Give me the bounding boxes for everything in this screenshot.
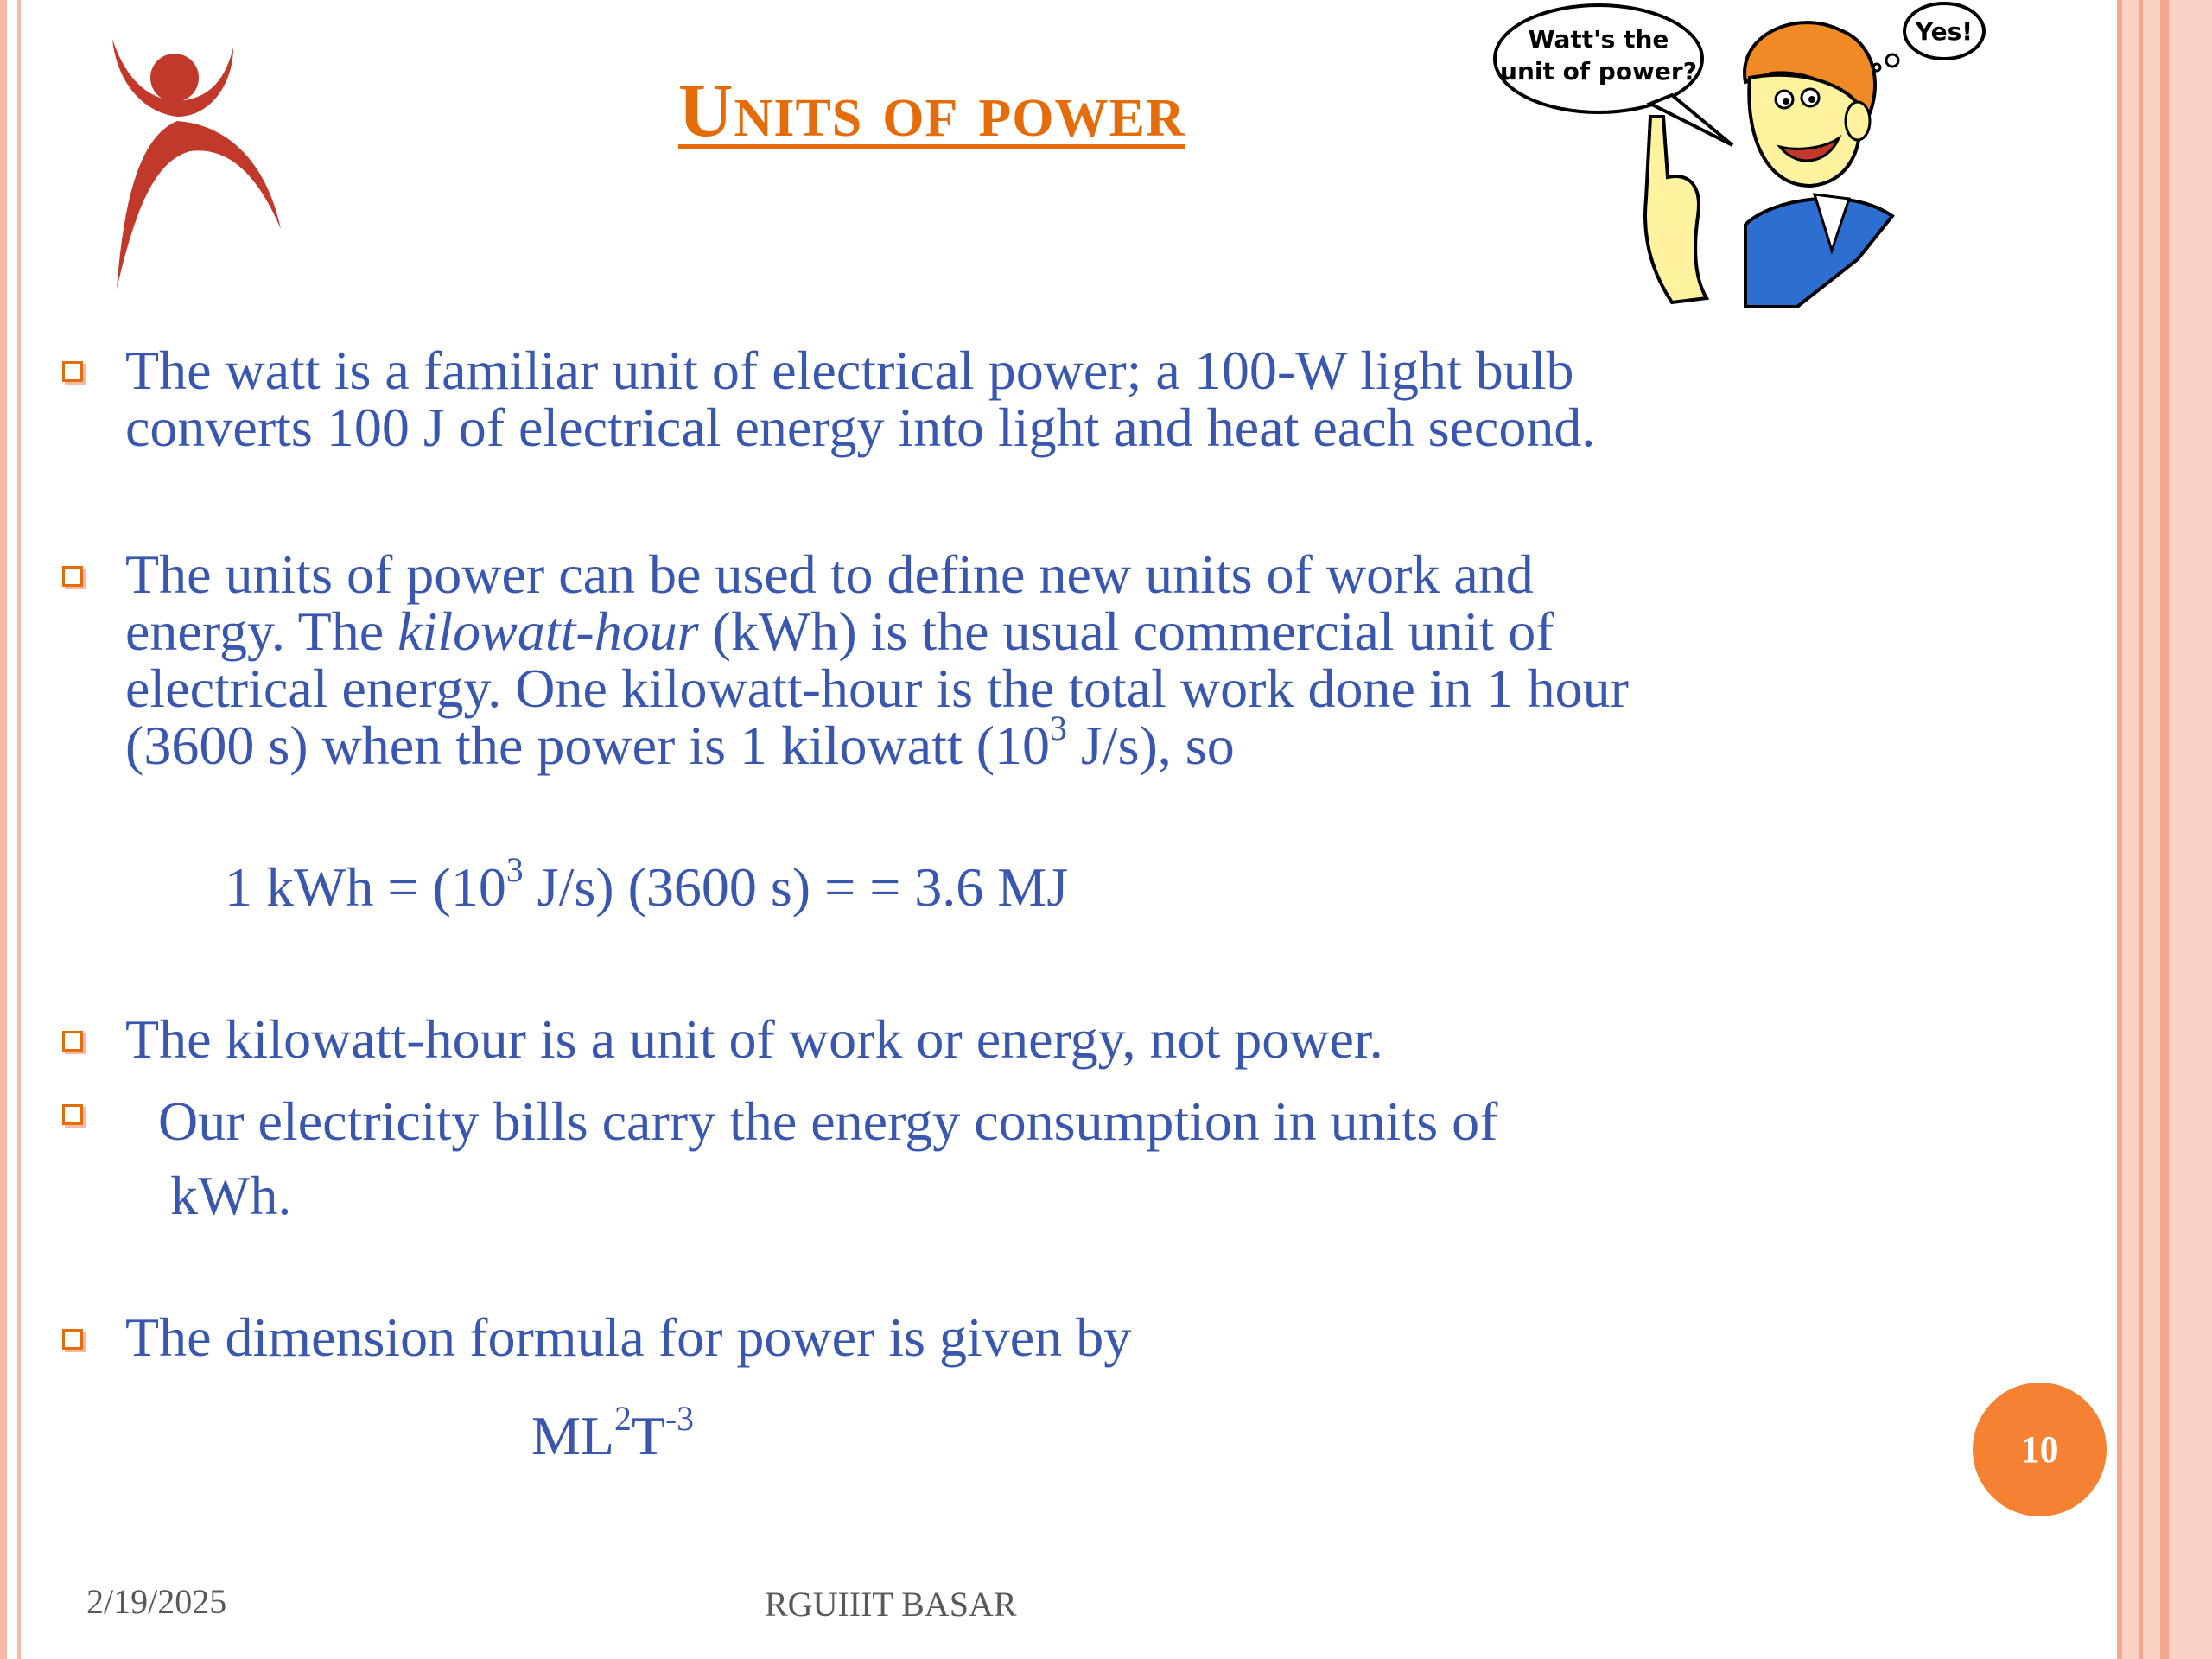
formula-part: T — [631, 1405, 665, 1466]
bullet-text-segment: (3600 s) when the power is 1 kilowatt (10 — [125, 715, 1051, 776]
bullet-marker — [62, 1031, 83, 1052]
bullet-paragraph-watt — [125, 342, 2009, 456]
bullet-text-line: electrical energy. One kilowatt-hour is the total work done in 1 hour — [125, 658, 1629, 719]
bullet-text-line: The units of power can be used to define new units of work and — [125, 543, 1534, 605]
bullet-text-line — [125, 603, 2009, 660]
bullet-text-line — [125, 709, 2009, 776]
bullet-text-line: The kilowatt-hour is a unit of work or energy, not power. — [125, 1008, 1383, 1070]
bullet-paragraph-kilowatt-hour — [125, 543, 2009, 776]
equation-segment: J/s) (3600 s) = = 3.6 MJ — [523, 856, 1069, 918]
bullet-text-line: kWh. — [170, 1165, 292, 1226]
bullet-paragraph-kwh-energy — [125, 1008, 2009, 1070]
bullet-paragraph-dimension — [125, 1306, 2009, 1368]
equation-segment: 1 kWh = (10 — [225, 856, 506, 918]
bullet-marker — [62, 1104, 83, 1125]
superscript: 3 — [1050, 709, 1067, 748]
frame-left-line — [17, 0, 21, 1659]
bullet-text-line: converts 100 J of electrical energy into light and heat each second. — [125, 397, 1596, 458]
cartoon-man-illustration — [1486, 0, 1996, 315]
frame-right-line — [2139, 0, 2143, 1659]
bullet-text-segment: energy. The — [125, 601, 398, 662]
page-number-badge: 10 — [1973, 1382, 2107, 1516]
frame-left-border — [0, 0, 7, 1659]
bullet-text-line: Our electricity bills carry the energy consumption in units of — [158, 1090, 1498, 1152]
bullet-marker — [62, 566, 83, 587]
slide-title: Units of power — [678, 69, 1185, 153]
superscript: 2 — [614, 1400, 632, 1439]
bullet-text-line: The dimension formula for power is given by — [125, 1306, 1132, 1368]
bullet-text-line: The watt is a familiar unit of electrical power; a 100-W light bulb — [125, 340, 1574, 401]
institution-logo — [95, 30, 294, 298]
dimension-formula — [531, 1400, 694, 1468]
footer-date: 2/19/2025 — [86, 1582, 227, 1621]
formula-part: ML — [531, 1405, 614, 1466]
bullet-text-segment: (kWh) is the usual commercial unit of — [698, 601, 1554, 662]
speech-bubble-line2: unit of power? — [1500, 57, 1697, 86]
bullet-text-segment: J/s), so — [1066, 715, 1235, 776]
bullet-marker — [62, 1329, 83, 1350]
superscript: -3 — [664, 1400, 694, 1439]
thought-bubble-text: Yes! — [1915, 17, 1974, 46]
footer-institution: RGUIIIT BASAR — [765, 1585, 1017, 1624]
emphasized-term: kilowatt-hour — [397, 601, 699, 662]
superscript: 3 — [505, 851, 524, 890]
kwh-equation — [225, 851, 1069, 919]
bullet-marker — [62, 361, 83, 382]
frame-right-line — [2117, 0, 2122, 1659]
speech-bubble-line1: Watt's the — [1528, 25, 1669, 54]
bullet-paragraph-electricity-bills — [158, 1084, 2042, 1233]
frame-right-line — [2160, 0, 2169, 1659]
